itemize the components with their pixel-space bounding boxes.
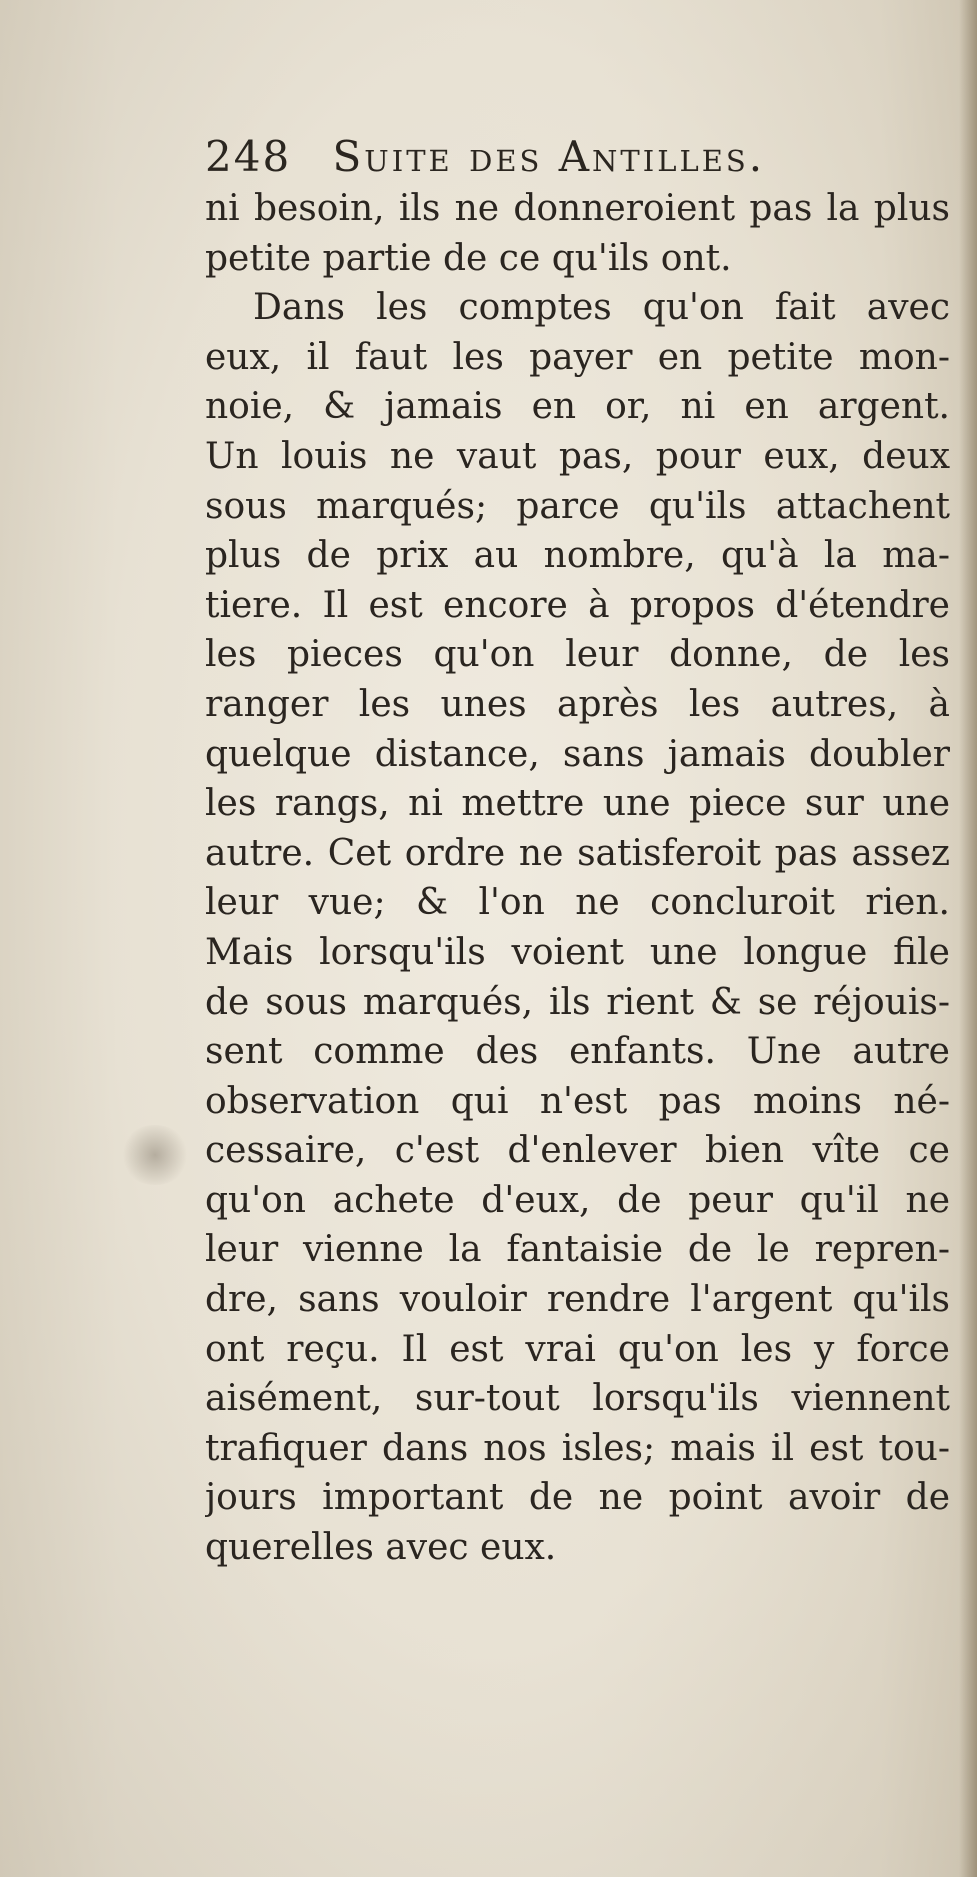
text-line: aisément, sur-tout lorsqu'ils viennent xyxy=(205,1378,950,1420)
text-line: noie, & jamais en or, ni en argent. xyxy=(205,386,950,428)
text-line: Dans les comptes qu'on fait avec xyxy=(253,287,950,329)
text-line: qu'on achete d'eux, de peur qu'il ne xyxy=(205,1179,950,1221)
text-line: sent comme des enfants. Une autre xyxy=(205,1031,950,1073)
text-line: petite partie de ce qu'ils ont. xyxy=(205,237,732,279)
text-line: plus de prix au nombre, qu'à la ma- xyxy=(205,535,950,577)
running-title: Suite des Antilles. xyxy=(332,132,766,181)
text-line: ranger les unes après les autres, à xyxy=(205,683,950,725)
text-line: Un louis ne vaut pas, pour eux, deux xyxy=(205,435,950,477)
paper-stain xyxy=(120,1125,190,1185)
text-line: trafiquer dans nos isles; mais il est tou- xyxy=(205,1427,950,1469)
text-line: ont reçu. Il est vrai qu'on les y force xyxy=(205,1328,950,1370)
page-header xyxy=(205,132,950,181)
text-line: jours important de ne point avoir de xyxy=(205,1477,950,1519)
page-number: 248 xyxy=(205,132,292,181)
text-line: querelles avec eux. xyxy=(205,1527,557,1569)
text-line: les pieces qu'on leur donne, de les xyxy=(205,634,950,676)
text-line: cessaire, c'est d'enlever bien vîte ce xyxy=(205,1130,950,1172)
text-line: dre, sans vouloir rendre l'argent qu'ils xyxy=(205,1279,950,1321)
text-line: leur vue; & l'on ne concluroit rien. xyxy=(205,882,950,924)
text-line: observation qui n'est pas moins né- xyxy=(205,1080,950,1122)
text-line: ni besoin, ils ne donneroient pas la plus xyxy=(205,188,950,229)
text-line: Mais lorsqu'ils voient une longue file xyxy=(205,931,950,973)
text-line: leur vienne la fantaisie de le repren- xyxy=(205,1229,950,1271)
text-line: eux, il faut les payer en petite mon- xyxy=(205,336,950,378)
text-line: les rangs, ni mettre une piece sur une xyxy=(205,783,950,825)
text-line: tiere. Il est encore à propos d'étendre xyxy=(205,584,950,626)
text-line: de sous marqués, ils rient & se réjouis- xyxy=(205,981,950,1023)
text-line: quelque distance, sans jamais doubler xyxy=(205,733,950,775)
page-edge-shadow xyxy=(959,0,977,1877)
text-line: sous marqués; parce qu'ils attachent xyxy=(205,485,950,527)
body-text xyxy=(205,184,950,1573)
text-line: autre. Cet ordre ne satisferoit pas assez xyxy=(205,832,950,874)
